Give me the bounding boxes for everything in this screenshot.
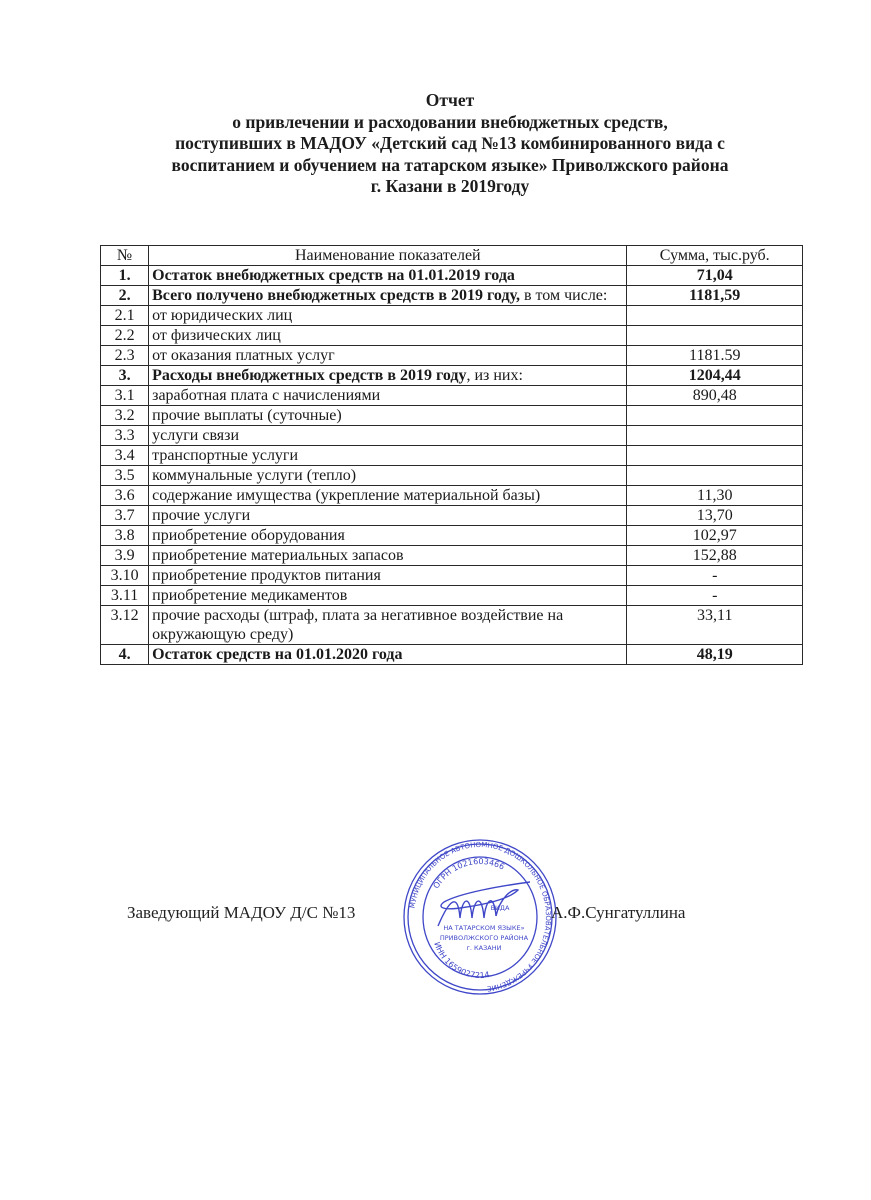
row-name	[149, 286, 627, 306]
row-sum: 71,04	[627, 266, 803, 286]
row-name-text: заработная плата с начислениями	[152, 387, 381, 404]
row-name-text: Остаток средств на 01.01.2020 года	[152, 646, 403, 663]
table-row	[101, 506, 803, 526]
row-number: 2.1	[101, 306, 149, 326]
row-number: 3.1	[101, 386, 149, 406]
row-name-text: прочие выплаты (суточные)	[152, 407, 342, 424]
table-row	[101, 266, 803, 286]
row-number: 3.5	[101, 466, 149, 486]
row-sum	[627, 406, 803, 426]
row-name-suffix: в том числе:	[519, 287, 608, 304]
row-name	[149, 426, 627, 446]
row-name	[149, 326, 627, 346]
table-row	[101, 586, 803, 606]
row-name	[149, 566, 627, 586]
row-number: 1.	[101, 266, 149, 286]
row-name-text: приобретение оборудования	[152, 527, 345, 544]
row-name-text: Всего получено внебюджетных средств в 2019 году,	[152, 287, 520, 304]
table-row	[101, 346, 803, 366]
title-line: о привлечении и расходовании внебюджетных средств,	[232, 111, 668, 132]
row-sum	[627, 426, 803, 446]
row-name-text: прочие расходы (штраф, плата за негативное воздействие на окружающую среду)	[152, 607, 564, 643]
row-number: 2.3	[101, 346, 149, 366]
row-name-text: содержание имущества (укрепление материальной базы)	[152, 487, 541, 504]
table-row	[101, 326, 803, 346]
table-row	[101, 406, 803, 426]
row-sum: 102,97	[627, 526, 803, 546]
title-line: воспитанием и обучением на татарском языке» Приволжского района	[171, 154, 729, 175]
table-header-row	[101, 246, 803, 266]
row-sum: 48,19	[627, 645, 803, 665]
row-name	[149, 386, 627, 406]
row-number: 3.9	[101, 546, 149, 566]
row-name-text: Остаток внебюджетных средств на 01.01.2019 года	[152, 267, 515, 284]
table-row	[101, 306, 803, 326]
table-body	[101, 266, 803, 665]
row-name-text: транспортные услуги	[152, 447, 299, 464]
table-row	[101, 645, 803, 665]
row-name-text: Расходы внебюджетных средств в 2019 году	[152, 367, 467, 384]
row-name-text: приобретение медикаментов	[152, 587, 348, 604]
title-line: поступивших в МАДОУ «Детский сад №13 комбинированного вида с	[175, 133, 725, 153]
table-row	[101, 606, 803, 645]
header-name: Наименование показателей	[149, 246, 627, 266]
row-sum	[627, 326, 803, 346]
stamp-ogrn: ОГРН 1021603466	[431, 856, 506, 891]
stamp-inn: ИНН 1659027214	[432, 940, 491, 981]
row-name-text: приобретение продуктов питания	[152, 567, 381, 584]
row-name	[149, 526, 627, 546]
row-name	[149, 506, 627, 526]
row-sum: 890,48	[627, 386, 803, 406]
row-name-text: приобретение материальных запасов	[152, 547, 404, 564]
table-row	[101, 426, 803, 446]
table-row	[101, 546, 803, 566]
row-name	[149, 266, 627, 286]
table-row	[101, 366, 803, 386]
row-number: 3.2	[101, 406, 149, 426]
row-number: 3.12	[101, 606, 149, 645]
stamp-outer-text: МУНИЦИПАЛЬНОЕ АВТОНОМНОЕ ДОШКОЛЬНОЕ ОБРАЗОВАТЕЛЬНОЕ УЧРЕЖДЕНИЕ	[408, 840, 553, 993]
handwritten-signature	[438, 882, 530, 926]
row-number: 3.7	[101, 506, 149, 526]
table-row	[101, 386, 803, 406]
row-name-suffix: , из них:	[466, 367, 523, 384]
row-sum	[627, 306, 803, 326]
signature-position: Заведующий МАДОУ Д/С №13	[127, 903, 356, 922]
row-name	[149, 366, 627, 386]
row-name	[149, 486, 627, 506]
row-sum: 152,88	[627, 546, 803, 566]
row-number: 3.4	[101, 446, 149, 466]
table-row	[101, 446, 803, 466]
header-number: №	[101, 246, 149, 266]
row-sum: 1181.59	[627, 346, 803, 366]
official-stamp	[400, 838, 560, 996]
row-name	[149, 446, 627, 466]
stamp-center-line: ВИДА	[490, 904, 510, 912]
table-row	[101, 286, 803, 306]
row-number: 2.	[101, 286, 149, 306]
row-sum: 1181,59	[627, 286, 803, 306]
row-name	[149, 346, 627, 366]
row-number: 4.	[101, 645, 149, 665]
row-sum	[627, 446, 803, 466]
table-row	[101, 566, 803, 586]
row-sum: -	[627, 566, 803, 586]
header-sum: Сумма, тыс.руб.	[627, 246, 803, 266]
table-row	[101, 526, 803, 546]
row-number: 3.3	[101, 426, 149, 446]
row-name	[149, 466, 627, 486]
signature-name: А.Ф.Сунгатуллина	[551, 903, 686, 922]
row-name	[149, 606, 627, 645]
row-sum: 33,11	[627, 606, 803, 645]
stamp-center-line: НА ТАТАРСКОМ ЯЗЫКЕ»	[443, 924, 525, 932]
row-number: 3.6	[101, 486, 149, 506]
row-number: 3.10	[101, 566, 149, 586]
row-sum: 13,70	[627, 506, 803, 526]
stamp-center-line: г. КАЗАНИ	[466, 944, 502, 952]
row-name-text: прочие услуги	[152, 507, 251, 524]
table-row	[101, 466, 803, 486]
row-name	[149, 546, 627, 566]
row-name-text: услуги связи	[152, 427, 240, 444]
row-number: 3.11	[101, 586, 149, 606]
row-name	[149, 645, 627, 665]
table-row	[101, 486, 803, 506]
row-number: 3.8	[101, 526, 149, 546]
row-sum	[627, 466, 803, 486]
report-title	[100, 90, 800, 198]
row-name-text: от юридических лиц	[152, 307, 293, 324]
title-line: Отчет	[425, 90, 475, 110]
row-name	[149, 306, 627, 326]
row-number: 3.	[101, 366, 149, 386]
row-name-text: коммунальные услуги (тепло)	[152, 467, 357, 484]
row-name	[149, 406, 627, 426]
row-name	[149, 586, 627, 606]
row-name-text: от оказания платных услуг	[152, 347, 335, 364]
row-sum: 11,30	[627, 486, 803, 506]
row-sum: -	[627, 586, 803, 606]
report-table	[100, 245, 803, 665]
row-name-text: от физических лиц	[152, 327, 281, 344]
row-number: 2.2	[101, 326, 149, 346]
stamp-center-line: ПРИВОЛЖСКОГО РАЙОНА	[439, 934, 529, 942]
title-line: г. Казани в 2019году	[370, 176, 530, 196]
row-sum: 1204,44	[627, 366, 803, 386]
